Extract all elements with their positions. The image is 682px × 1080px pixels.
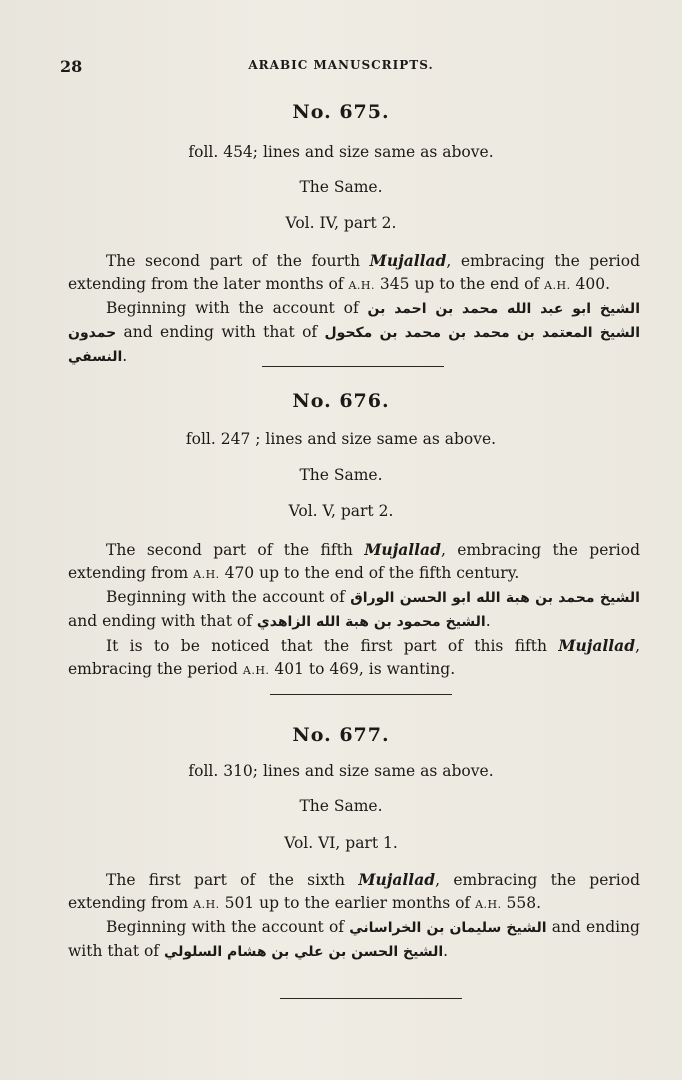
- entry-title: No. 676.: [292, 390, 390, 412]
- entry-title: No. 675.: [292, 101, 390, 123]
- arabic-name: الشيخ محمود بن هبة الله الزاهدي: [256, 614, 486, 630]
- arabic-name: الشيخ محمد بن هبة الله ابو الحسن الوراق: [350, 590, 640, 606]
- entry-description: The first part of the sixth Mujallad, embracing the period extending from A.H. 501 up to the earlier months of A.H. 558. Beginning with the account of الشيخ سليمان بن الخراساني and ending with that of الشيخ الحسن بن علي بن هشام السلولي.: [68, 870, 641, 960]
- arabic-name: الشيخ الحسن بن علي بن هشام السلولي: [163, 944, 444, 960]
- section-divider: [280, 998, 462, 999]
- running-title: ARABIC MANUSCRIPTS.: [248, 58, 434, 72]
- arabic-name: الشيخ المعتمد بن محمد بن محمد بن مكحول النسفي: [68, 325, 640, 365]
- work-title: The Same.: [299, 466, 383, 484]
- folio-line: foll. 310; lines and size same as above.: [188, 762, 494, 780]
- folio-line: foll. 247 ; lines and size same as above.: [185, 430, 497, 448]
- work-title: The Same.: [299, 178, 383, 196]
- volume-line: Vol. VI, part 1.: [284, 834, 398, 852]
- arabic-name: الشيخ سليمان بن الخراساني: [349, 920, 547, 936]
- section-divider: [270, 694, 452, 695]
- entry-description: The second part of the fourth Mujallad, embracing the period extending from the later months of A.H. 345 up to the end of A.H. 400. Beginning with the account of الشيخ ابو عبد الله محمد بن احمد بن حمدون and ending with that of الشيخ المعتمد بن محمد بن محمد بن مكحول النسفي.: [68, 251, 641, 365]
- folio-line: foll. 454; lines and size same as above.: [188, 143, 494, 161]
- entry-title: No. 677.: [292, 724, 390, 746]
- page-number: 28: [60, 57, 83, 76]
- volume-line: Vol. IV, part 2.: [285, 214, 397, 232]
- arabic-name: الشيخ ابو عبد الله محمد بن احمد بن حمدون: [68, 301, 640, 341]
- volume-line: Vol. V, part 2.: [288, 502, 394, 520]
- work-title: The Same.: [299, 797, 383, 815]
- section-divider: [262, 366, 444, 367]
- entry-description: The second part of the fifth Mujallad, embracing the period extending from A.H. 470 up to the end of the fifth century. Beginning with the account of الشيخ محمد بن هبة الله ابو الحسن الوراق and ending with that of الشيخ محمود بن هبة الله الزاهدي. It is to be noticed that the first part of this fifth Mujallad, embracing the period A.H. 401 to 469, is wanting.: [68, 540, 640, 678]
